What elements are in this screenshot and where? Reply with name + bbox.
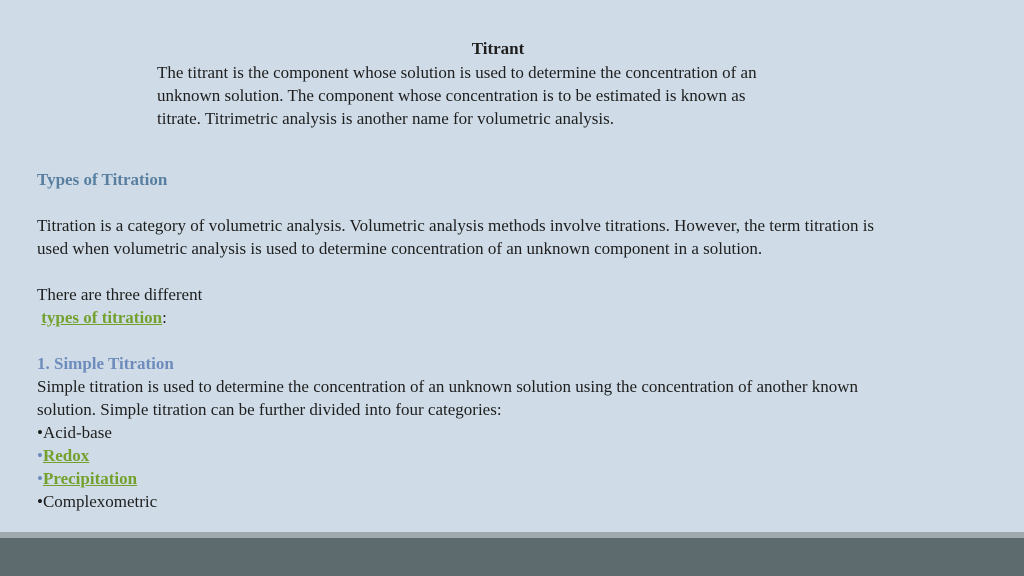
precipitation-link[interactable]: Precipitation	[42, 469, 138, 488]
category-item-redox	[37, 444, 997, 467]
main-content	[37, 168, 997, 513]
titrant-paragraph	[157, 61, 857, 130]
category-item-acid-base: •Acid-base	[37, 423, 112, 442]
bullet: •	[37, 469, 43, 488]
bullet: •	[37, 423, 43, 442]
simple-titration-heading: 1. Simple Titration	[37, 354, 174, 373]
titrant-line: unknown solution. The component whose concentration is to be estimated is known as	[157, 86, 746, 105]
category-item-precipitation	[37, 467, 997, 490]
category-item-complexometric: •Complexometric	[37, 492, 158, 511]
titration-intro-paragraph	[37, 214, 997, 260]
titrant-line: The titrant is the component whose solution is used to determine the concentration of an	[157, 63, 757, 82]
redox-link[interactable]: Redox	[42, 446, 90, 465]
footer-bar	[0, 538, 1024, 576]
types-link-line	[37, 306, 997, 329]
types-of-titration-link[interactable]: types of titration	[41, 308, 163, 327]
types-link-suffix: :	[162, 308, 167, 327]
bullet: •	[37, 492, 43, 511]
types-of-titration-heading: Types of Titration	[37, 170, 168, 189]
three-types-text: There are three different	[37, 285, 203, 304]
simple-titration-line: solution. Simple titration can be further divided into four categories:	[37, 400, 502, 419]
intro-line: Titration is a category of volumetric analysis. Volumetric analysis methods involve titrations. However, the term titration is	[37, 216, 875, 235]
titrant-line: titrate. Titrimetric analysis is another name for volumetric analysis.	[157, 109, 615, 128]
bullet: •	[37, 446, 43, 465]
simple-titration-line: Simple titration is used to determine the concentration of an unknown solution using the concentration of another known	[37, 377, 859, 396]
titrant-heading: Titrant	[471, 39, 525, 58]
intro-line: used when volumetric analysis is used to determine concentration of an unknown component in a solution.	[37, 239, 763, 258]
